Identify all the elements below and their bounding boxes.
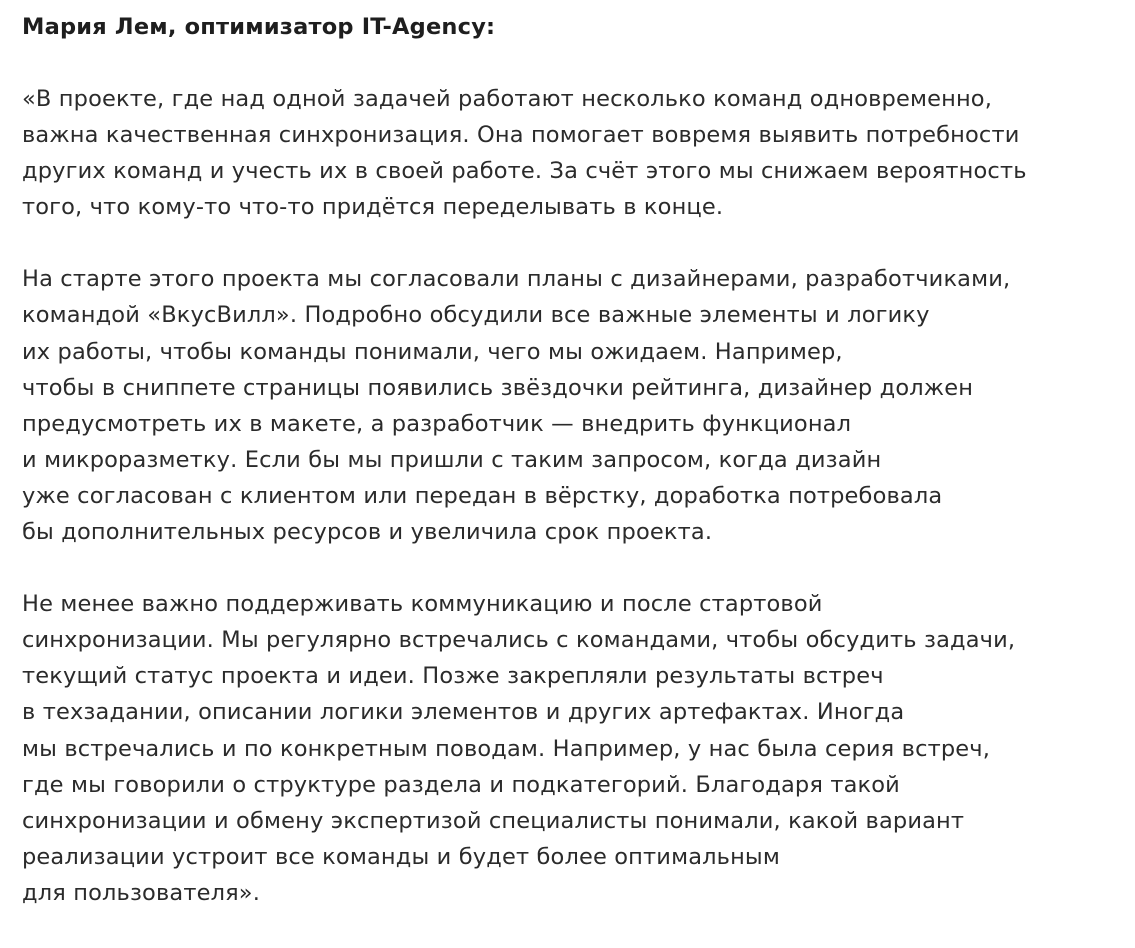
- quote-paragraph-1: [22, 81, 1122, 225]
- text-line: реализации устроит все команды и будет более оптимальным: [22, 843, 780, 870]
- text-line: синхронизации. Мы регулярно встречались с командами, чтобы обсудить задачи,: [22, 627, 1016, 654]
- text-line: синхронизации и обмену экспертизой специалисты понимали, какой вариант: [22, 807, 965, 834]
- text-line: для пользователя».: [22, 879, 261, 906]
- text-line: командой «ВкусВилл». Подробно обсудили все важные элементы и логику: [22, 302, 930, 329]
- text-line: чтобы в сниппете страницы появились звёздочки рейтинга, дизайнер должен: [22, 374, 974, 401]
- text-line: того, что кому-то что-то придётся переделывать в конце.: [22, 194, 724, 221]
- text-line: бы дополнительных ресурсов и увеличила срок проекта.: [22, 519, 713, 546]
- quote-block: [22, 9, 1122, 911]
- quote-paragraph-2: [22, 261, 1122, 550]
- quote-author: Мария Лем, оптимизатор IT-Agency:: [22, 14, 496, 40]
- text-line: других команд и учесть их в своей работе. За счёт этого мы снижаем вероятность: [22, 158, 1027, 185]
- text-line: мы встречались и по конкретным поводам. Например, у нас была серия встреч,: [22, 735, 991, 762]
- text-line: где мы говорили о структуре раздела и подкатегорий. Благодаря такой: [22, 771, 900, 798]
- text-line: важна качественная синхронизация. Она помогает вовремя выявить потребности: [22, 122, 1020, 149]
- text-line: их работы, чтобы команды понимали, чего мы ожидаем. Например,: [22, 338, 843, 365]
- text-line: На старте этого проекта мы согласовали планы с дизайнерами, разработчиками,: [22, 266, 1011, 293]
- text-line: в техзадании, описании логики элементов и других артефактах. Иногда: [22, 699, 905, 726]
- text-line: текущий статус проекта и идеи. Позже закрепляли результаты встреч: [22, 663, 884, 690]
- text-line: предусмотреть их в макете, а разработчик — внедрить функционал: [22, 410, 852, 437]
- text-line: «В проекте, где над одной задачей работают несколько команд одновременно,: [22, 86, 993, 112]
- text-line: уже согласован с клиентом или передан в вёрстку, доработка потребовала: [22, 482, 943, 509]
- text-line: Не менее важно поддерживать коммуникацию и после стартовой: [22, 591, 823, 618]
- quote-paragraph-3: [22, 586, 1122, 911]
- text-line: и микроразметку. Если бы мы пришли с таким запросом, когда дизайн: [22, 446, 882, 473]
